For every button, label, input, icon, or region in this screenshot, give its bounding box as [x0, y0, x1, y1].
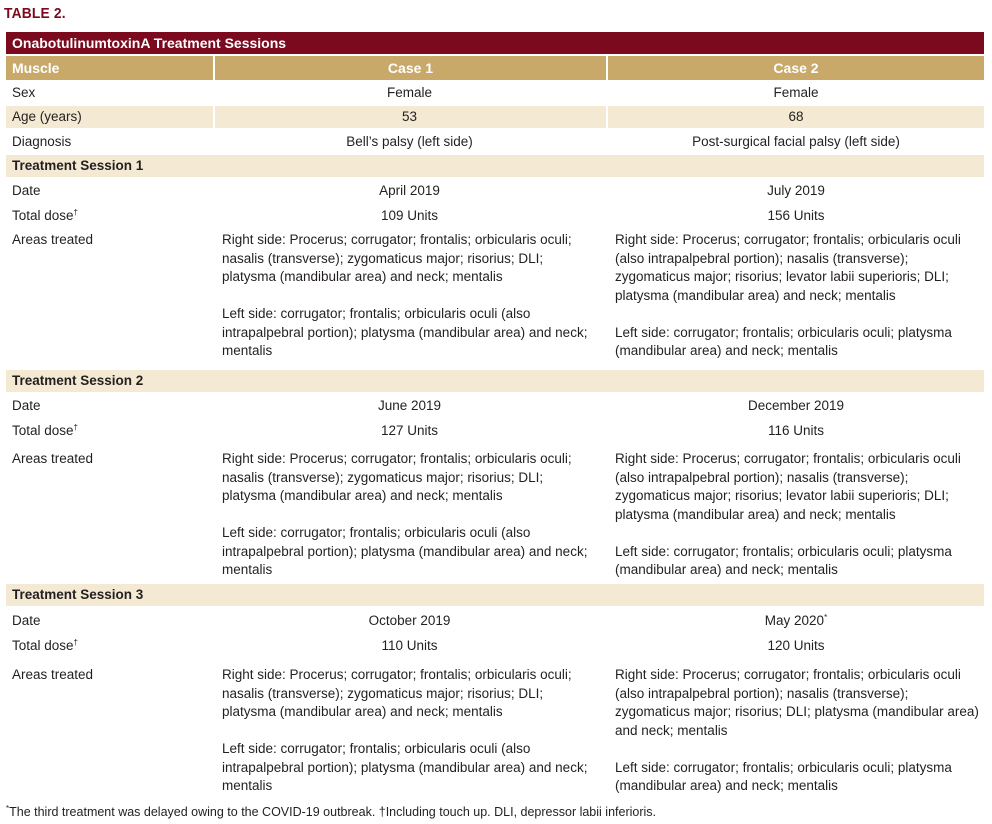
row-label: Total dose†: [12, 423, 78, 438]
case1-left-side: Left side: corrugator; frontalis; orbicularis oculi (also intrapalpebral portion); platysma (mandibular area) and neck; mentalis: [222, 306, 588, 358]
case1-right-side: Right side: Procerus; corrugator; frontalis; orbicularis oculi; nasalis (transverse); zygomaticus major; risorius; DLI; platysma (mandibular area) and neck; mentalis: [222, 451, 572, 503]
row-label: Sex: [12, 85, 36, 100]
case1-date: October 2019: [368, 613, 451, 628]
header-case-2: Case 2: [608, 56, 984, 80]
case1-areas: [222, 666, 596, 796]
row-label: Diagnosis: [12, 134, 72, 149]
session-title: Treatment Session 2: [12, 373, 144, 388]
asterisk-mark: *: [824, 613, 828, 622]
row-date: [6, 610, 984, 632]
row-label: Areas treated: [12, 451, 94, 466]
case1-left-side: Left side: corrugator; frontalis; orbicularis oculi (also intrapalpebral portion); platysma (mandibular area) and neck; mentalis: [222, 741, 588, 793]
row-label: Total dose†: [12, 208, 78, 223]
case1-dose: 109 Units: [380, 208, 439, 223]
case1-right-side: Right side: Procerus; corrugator; frontalis; orbicularis oculi; nasalis (transverse); zygomaticus major; risorius; DLI; platysma (mandibular area) and neck; mentalis: [222, 232, 572, 284]
row-areas-treated: [6, 231, 984, 363]
header-row: [6, 56, 984, 80]
case1-left-side: Left side: corrugator; frontalis; orbicularis oculi (also intrapalpebral portion); platysma (mandibular area) and neck; mentalis: [222, 525, 588, 577]
row-label: Areas treated: [12, 667, 94, 682]
row-total-dose: [6, 635, 984, 657]
row-label: Date: [12, 183, 41, 198]
session-title: Treatment Session 3: [12, 587, 144, 602]
case2-right-side: Right side: Procerus; corrugator; frontalis; orbicularis oculi (also intrapalpebral portion); nasalis (transverse); zygomaticus major; risorius; DLI; platysma (mandibular area) and neck; mentalis: [615, 667, 979, 738]
dagger-mark: †: [73, 423, 78, 432]
case2-right-side: Right side: Procerus; corrugator; frontalis; orbicularis oculi (also intrapalpebral portion); nasalis (transverse); zygomaticus major; risorius; levator labii superioris; DLI; platysma (mandibular area) and neck; mentalis: [615, 232, 961, 303]
case2-value: Post-surgical facial palsy (left side): [692, 134, 900, 149]
row-label: Areas treated: [12, 232, 94, 247]
footnote-text: The third treatment was delayed owing to the COVID-19 outbreak. †Including touch up. DLI, depressor labii inferioris.: [9, 805, 656, 819]
dagger-mark: †: [73, 638, 78, 647]
session-header: [6, 370, 984, 392]
case2-right-side: Right side: Procerus; corrugator; frontalis; orbicularis oculi (also intrapalpebral portion); nasalis (transverse); zygomaticus major; risorius; levator labii superioris; DLI; platysma (mandibular area) and neck; mentalis: [615, 451, 961, 522]
row-date: [6, 395, 984, 417]
row-areas-treated: [6, 666, 984, 798]
row-sex: [6, 82, 984, 104]
table-title: OnabotulinumtoxinA Treatment Sessions: [6, 32, 984, 54]
table-footnote: [6, 804, 656, 820]
case1-value: Female: [386, 85, 432, 100]
row-label: Date: [12, 613, 41, 628]
case2-areas: [615, 450, 981, 580]
case1-dose: 127 Units: [380, 423, 439, 438]
row-diagnosis: [6, 131, 984, 153]
row-areas-treated: [6, 450, 984, 582]
case1-value: 53: [401, 109, 418, 124]
case2-dose: 156 Units: [767, 208, 825, 223]
session-title: Treatment Session 1: [12, 158, 144, 173]
case2-areas: [615, 666, 981, 796]
case1-date: April 2019: [379, 183, 440, 198]
row-label: Total dose†: [12, 638, 78, 653]
case2-areas: [615, 231, 981, 361]
case1-areas: [222, 450, 596, 580]
case2-date: May 2020*: [764, 613, 828, 628]
dagger-mark: †: [73, 208, 78, 217]
header-muscle: Muscle: [6, 56, 213, 80]
case2-dose: 120 Units: [767, 638, 825, 653]
case1-value: Bell’s palsy (left side): [346, 134, 473, 149]
case2-left-side: Left side: corrugator; frontalis; orbicularis oculi; platysma (mandibular area) and neck; mentalis: [615, 324, 952, 358]
case2-date: December 2019: [747, 398, 845, 413]
case1-dose: 110 Units: [381, 638, 438, 653]
row-age: [6, 106, 984, 128]
case2-value: 68: [788, 109, 804, 124]
row-total-dose: [6, 420, 984, 442]
case2-left-side: Left side: corrugator; frontalis; orbicularis oculi; platysma (mandibular area) and neck; mentalis: [615, 759, 952, 793]
case2-left-side: Left side: corrugator; frontalis; orbicularis oculi; platysma (mandibular area) and neck; mentalis: [615, 543, 952, 577]
row-label: Age (years): [12, 109, 82, 124]
session-header: [6, 584, 984, 606]
case1-right-side: Right side: Procerus; corrugator; frontalis; orbicularis oculi; nasalis (transverse); zygomaticus major; risorius; DLI; platysma (mandibular area) and neck; mentalis: [222, 667, 572, 719]
case2-dose: 116 Units: [767, 423, 825, 438]
row-date: [6, 180, 984, 202]
case1-date: June 2019: [377, 398, 442, 413]
table-label: TABLE 2.: [4, 5, 66, 22]
row-label: Date: [12, 398, 41, 413]
header-case-1: Case 1: [215, 56, 606, 80]
case2-date: July 2019: [767, 183, 825, 198]
footnote-asterisk: *: [6, 804, 10, 813]
session-header: [6, 155, 984, 177]
case2-value: Female: [773, 85, 819, 100]
row-total-dose: [6, 205, 984, 227]
case1-areas: [222, 231, 596, 361]
